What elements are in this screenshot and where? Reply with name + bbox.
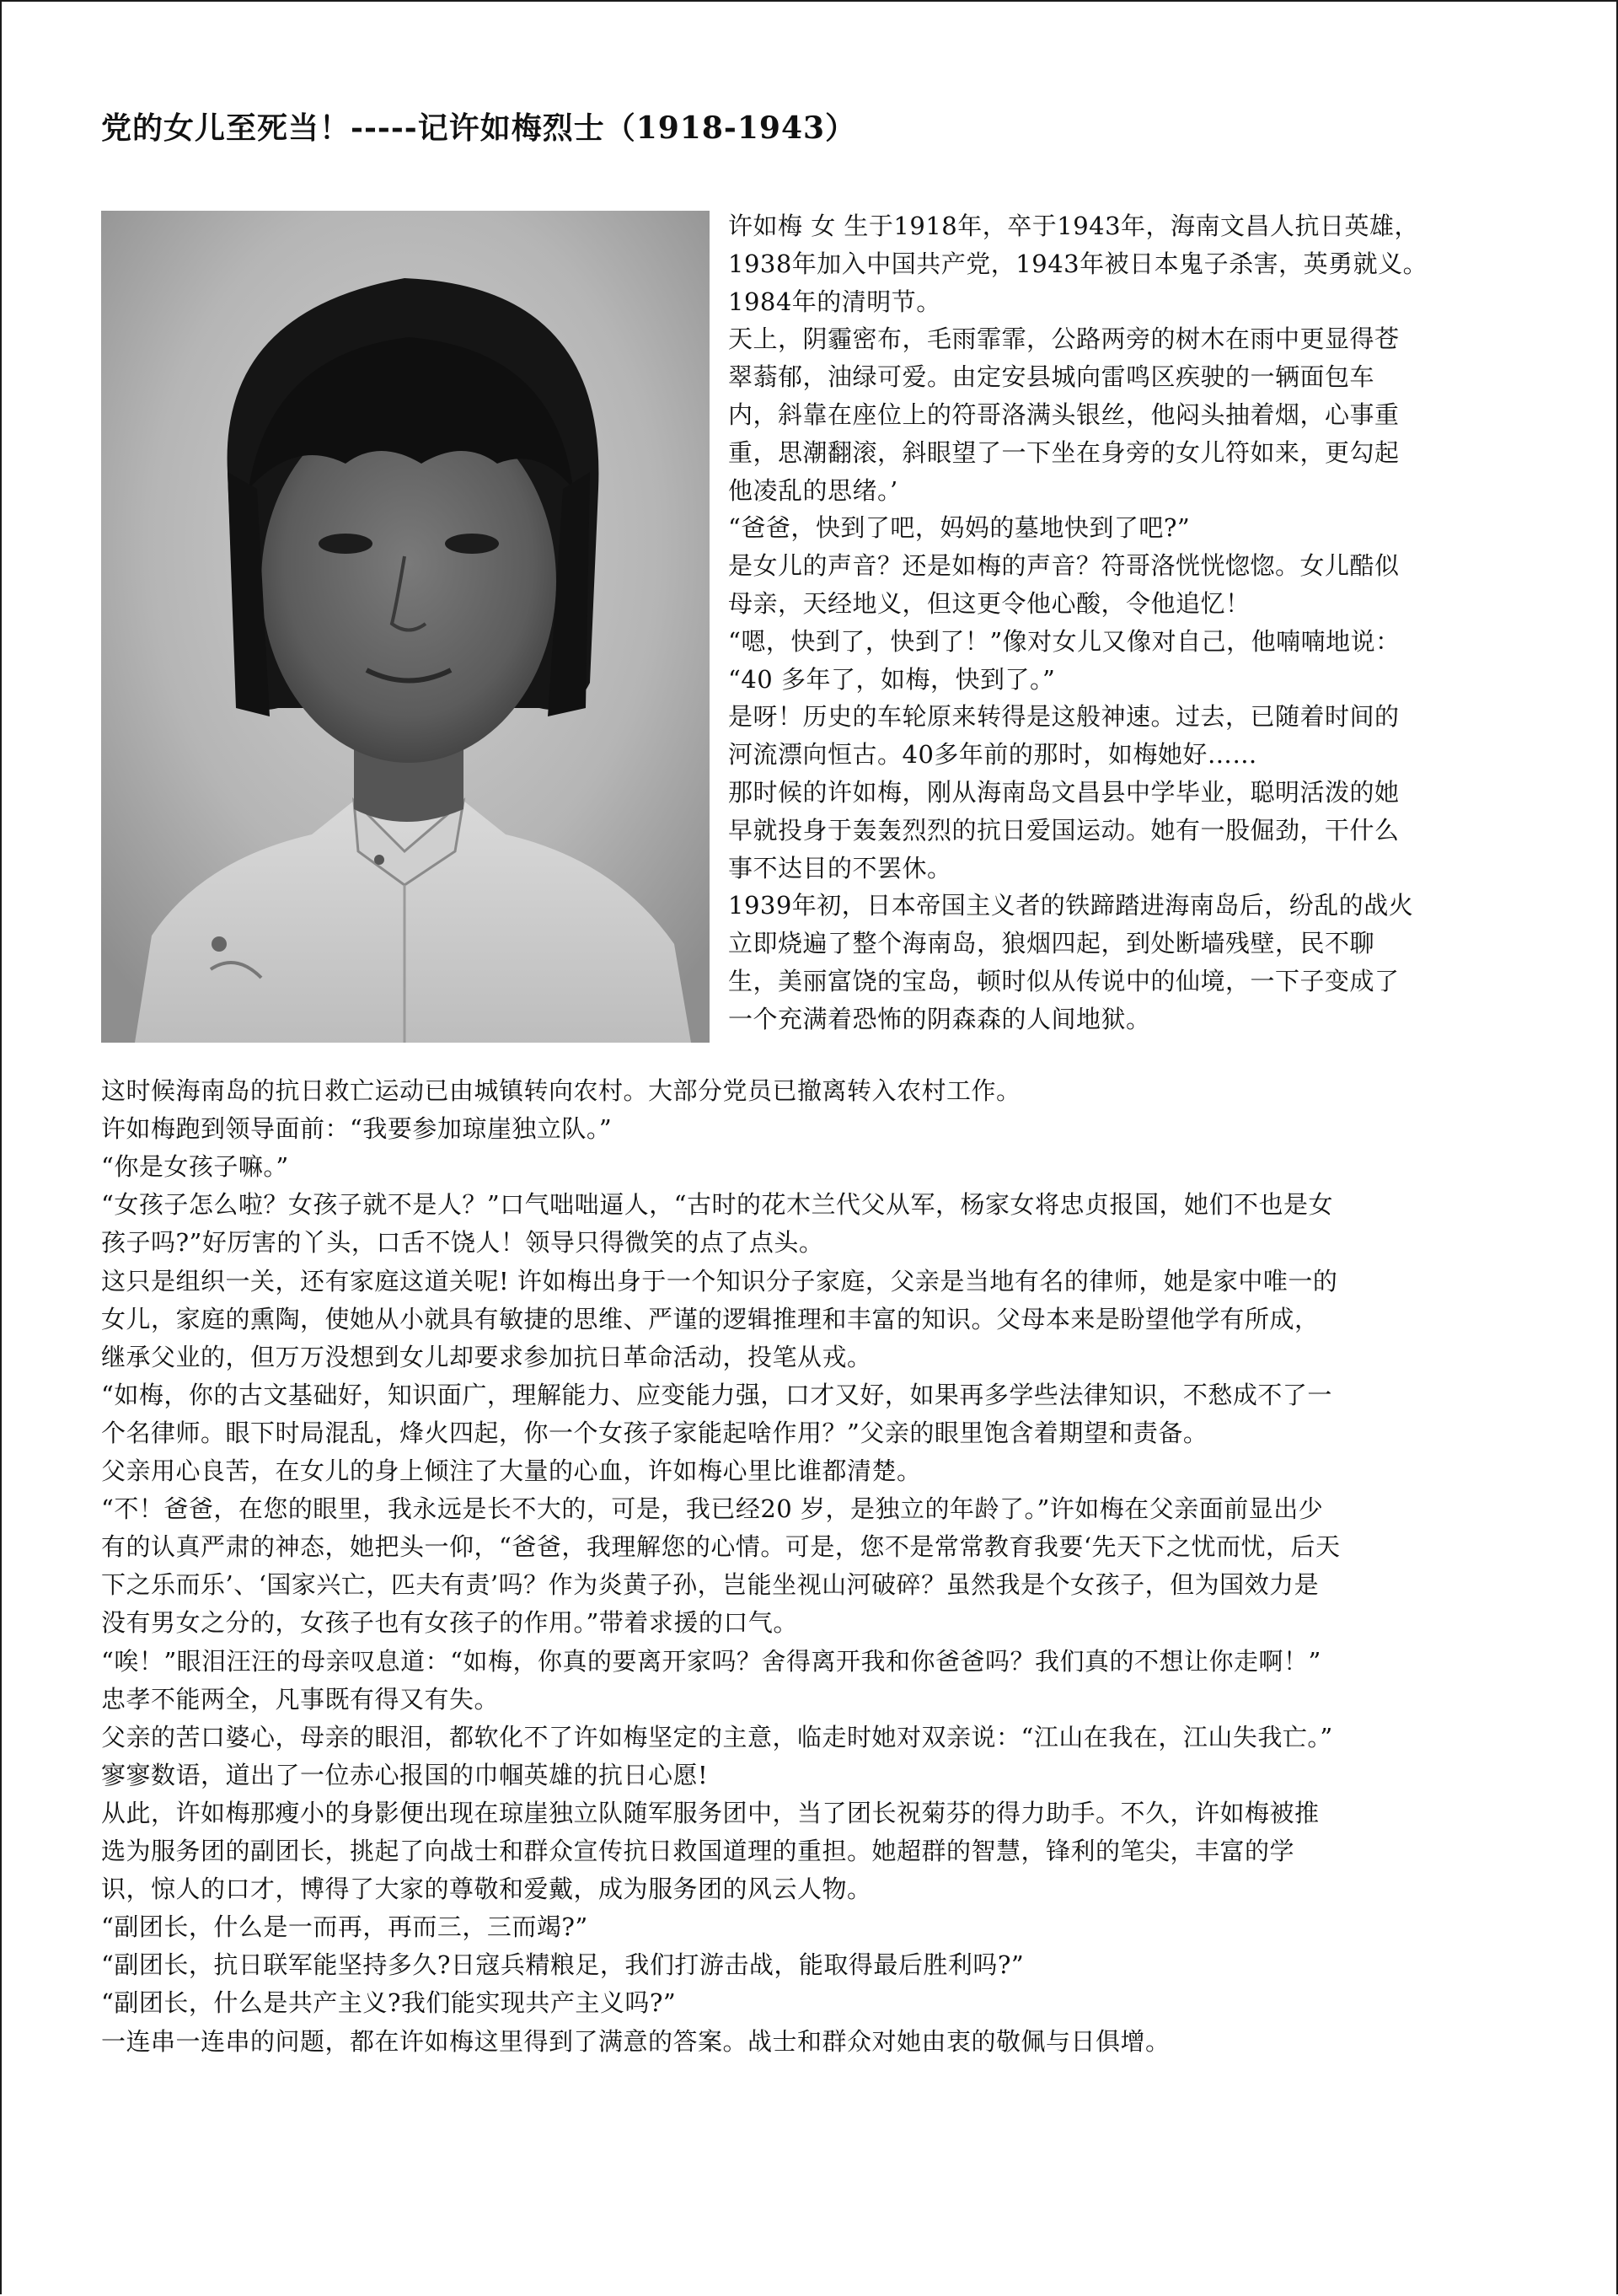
text-line: “爸爸，快到了吧，妈妈的墓地快到了吧?” (728, 513, 1191, 543)
text-line: 是呀！历史的车轮原来转得是这般神速。过去，已随着时间的 (728, 702, 1400, 732)
text-line: 生，美丽富饶的宝岛，顿时似从传说中的仙境，一下子变成了 (728, 967, 1400, 995)
text-line: “如梅，你的古文基础好，知识面广，理解能力、应变能力强，口才又好，如果再多学些法律知识，不愁成不了一 (101, 1380, 1332, 1409)
text-line: 个名律师。眼下时局混乱，烽火四起，你一个女孩子家能起啥作用？”父亲的眼里饱含着期望和责备。 (101, 1418, 1208, 1447)
text-line: 许如梅 女 生于1918年，卒于1943年，海南文昌人抗日英雄， (728, 212, 1420, 240)
text-line: “40 多年了，如梅，快到了。” (728, 664, 1056, 694)
text-line: 内，斜靠在座位上的符哥洛满头银丝，他闷头抽着烟，心事重 (728, 400, 1400, 429)
text-line: 天上，阴霾密布，毛雨霏霏，公路两旁的树木在雨中更显得苍 (728, 325, 1400, 354)
text-line: 父亲用心良苦，在女儿的身上倾注了大量的心血，许如梅心里比谁都清楚。 (101, 1456, 922, 1485)
text-line: 一连串一连串的问题，都在许如梅这里得到了满意的答案。战士和群众对她由衷的敬佩与日俱增。 (101, 2026, 1171, 2056)
text-line: 1939年初，日本帝国主义者的铁蹄踏进海南岛后，纷乱的战火 (728, 891, 1414, 920)
text-line: 孩子吗?”好厉害的丫头，口舌不饶人！领导只得微笑的点了点头。 (101, 1228, 824, 1258)
text-line: 下之乐而乐’、‘国家兴亡，匹夫有责’吗？作为炎黄子孙，岂能坐视山河破碎？虽然我是个女孩子，但为国效力是 (101, 1570, 1320, 1600)
text-line: 没有男女之分的，女孩子也有女孩子的作用。”带着求援的口气。 (101, 1608, 798, 1638)
text-line: “副团长，抗日联军能坚持多久?日寇兵精粮足，我们打游击战，能取得最后胜利吗?” (101, 1950, 1025, 1980)
text-line: 重，思潮翻滚，斜眼望了一下坐在身旁的女儿符如来，更勾起 (728, 437, 1400, 467)
text-line: 寥寥数语，道出了一位赤心报国的巾帼英雄的抗日心愿! (101, 1760, 709, 1789)
text-line: 从此，许如梅那瘦小的身影便出现在琼崖独立队随军服务团中，当了团长祝菊芬的得力助手。不久，许如梅被推 (101, 1798, 1320, 1827)
text-line: 1984年的清明节。 (728, 287, 941, 316)
text-line: 他凌乱的思绪。’ (728, 475, 898, 505)
text-line: 事不达目的不罢休。 (728, 853, 952, 882)
text-line: 母亲，天经地义，但这更令他心酸，令他追忆！ (728, 589, 1251, 618)
text-line: “副团长，什么是一而再，再而三，三而竭?” (101, 1912, 588, 1942)
text-line: 识，惊人的口才，博得了大家的尊敬和爱戴，成为服务团的风云人物。 (101, 1875, 872, 1904)
text-line: 那时候的许如梅，刚从海南岛文昌县中学毕业，聪明活泼的她 (728, 778, 1400, 807)
text-line: 早就投身于轰轰烈烈的抗日爱国运动。她有一股倔劲，干什么 (728, 815, 1400, 845)
text-line: 翠蓊郁，油绿可爱。由定安县城向雷鸣区疾驶的一辆面包车 (728, 362, 1375, 392)
text-line: 这只是组织一关，还有家庭这道关呢! 许如梅出身于一个知识分子家庭，父亲是当地有名的律师，她是家中唯一的 (101, 1266, 1338, 1296)
text-line: “嗯，快到了，快到了！”像对女儿又像对自己，他喃喃地说： (728, 626, 1401, 656)
article-title: 党的女儿至死当！-----记许如梅烈士（1918-1943） (101, 110, 857, 146)
text-line: 许如梅跑到领导面前：“我要参加琼崖独立队。” (101, 1114, 613, 1144)
text-line: 选为服务团的副团长，挑起了向战士和群众宣传抗日救国道理的重担。她超群的智慧，锋利的笔尖，丰富的学 (101, 1837, 1295, 1865)
text-line: “你是女孩子嘛。” (101, 1152, 289, 1182)
text-line: 这时候海南岛的抗日救亡运动已由城镇转向农村。大部分党员已撤离转入农村工作。 (101, 1076, 1021, 1105)
text-line: 立即烧遍了整个海南岛，狼烟四起，到处断墙残壁，民不聊 (728, 929, 1375, 958)
text-line: “不！爸爸，在您的眼里，我永远是长不大的，可是，我已经20 岁，是独立的年龄了。”许如梅在父亲面前显出少 (101, 1494, 1324, 1524)
text-line: 一个充满着恐怖的阴森森的人间地狱。 (728, 1004, 1151, 1033)
text-line: 女儿，家庭的熏陶，使她从小就具有敏捷的思维、严谨的逻辑推理和丰富的知识。父母本来是盼望他学有所成， (101, 1304, 1320, 1333)
text-line: 继承父业的，但万万没想到女儿却要求参加抗日革命活动，投笔从戎。 (101, 1342, 872, 1371)
text-line: 父亲的苦口婆心，母亲的眼泪，都软化不了许如梅坚定的主意，临走时她对双亲说：“江山在我在，江山失我亡。” (101, 1722, 1333, 1752)
text-line: “女孩子怎么啦？女孩子就不是人？”口气咄咄逼人，“古时的花木兰代父从军，杨家女将忠贞报国，她们不也是女 (101, 1190, 1333, 1220)
text-line: “副团长，什么是共产主义?我们能实现共产主义吗?” (101, 1988, 677, 2018)
text-line: 1938年加入中国共产党，1943年被日本鬼子杀害，英勇就义。 (728, 249, 1428, 278)
portrait-photo-icon (101, 211, 710, 1043)
text-line: 是女儿的声音？还是如梅的声音？符哥洛恍恍惚惚。女儿酷似 (728, 551, 1400, 581)
portrait-illustration (101, 211, 710, 1043)
text-line: “唉！”眼泪汪汪的母亲叹息道：“如梅，你真的要离开家吗？舍得离开我和你爸爸吗？我们真的不想让你走啊！” (101, 1646, 1321, 1676)
text-line: 有的认真严肃的神态，她把头一仰，“爸爸，我理解您的心情。可是，您不是常常教育我要‘先天下之忧而忧，后天 (101, 1532, 1341, 1562)
text-line: 忠孝不能两全，凡事既有得又有失。 (101, 1684, 500, 1714)
text-line: 河流漂向恒古。40多年前的那时，如梅她好…… (728, 740, 1257, 770)
